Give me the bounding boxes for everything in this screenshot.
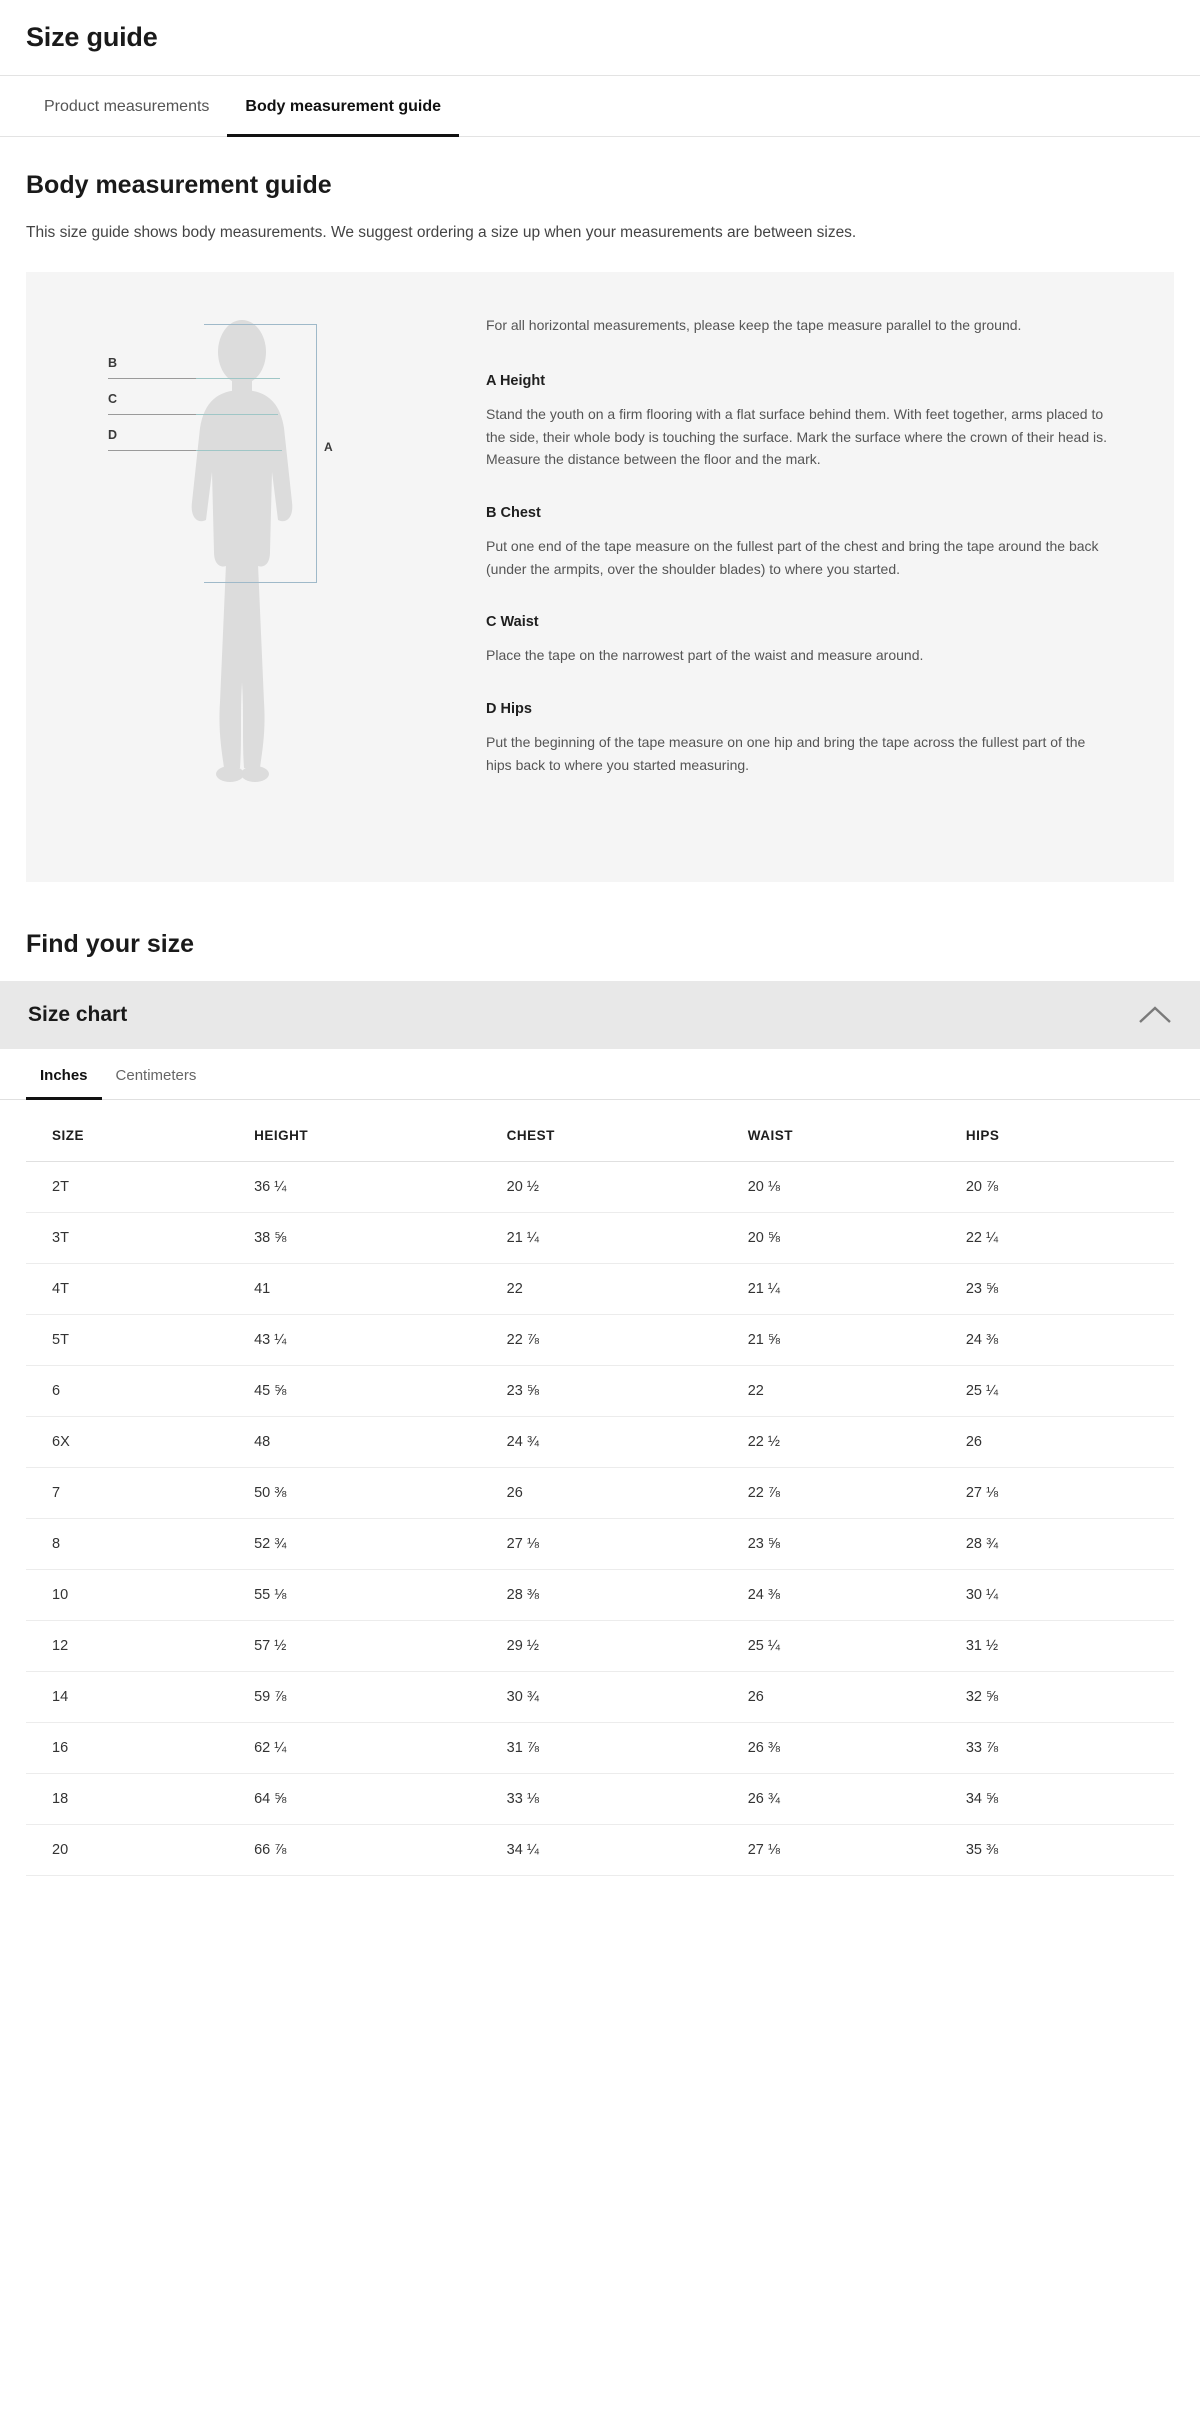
find-your-size-title: Find your size [26, 930, 195, 959]
cell-height: 66 ⅞ [244, 1825, 497, 1876]
instruction-height-title: A Height [486, 372, 546, 389]
cell-hips: 20 ⅞ [956, 1162, 1174, 1213]
instruction-chest [486, 505, 1114, 580]
cell-size: 14 [26, 1672, 244, 1723]
cell-height: 50 ⅜ [244, 1468, 497, 1519]
table-row [26, 1264, 1174, 1315]
cell-chest: 30 ¾ [497, 1672, 738, 1723]
chevron-up-icon[interactable] [1138, 1005, 1172, 1025]
cell-chest: 22 [497, 1264, 738, 1315]
measurement-figure [26, 302, 486, 842]
cell-size: 18 [26, 1774, 244, 1825]
instruction-waist [486, 614, 1114, 667]
cell-size: 10 [26, 1570, 244, 1621]
cell-hips: 27 ⅛ [956, 1468, 1174, 1519]
cell-chest: 33 ⅛ [497, 1774, 738, 1825]
cell-chest: 20 ½ [497, 1162, 738, 1213]
cell-size: 2T [26, 1162, 244, 1213]
cell-chest: 23 ⅝ [497, 1366, 738, 1417]
cell-height: 64 ⅝ [244, 1774, 497, 1825]
instruction-height [486, 373, 1114, 471]
cell-chest: 22 ⅞ [497, 1315, 738, 1366]
instruction-height-text: Stand the youth on a firm flooring with a flat surface behind them. With feet together, arms placed to the side, their whole body is touching the surface. Mark the surface where the crown of their head is. Measure the distance between the floor and the mark. [486, 405, 1107, 468]
table-row [26, 1417, 1174, 1468]
cell-size: 7 [26, 1468, 244, 1519]
column-header-size: SIZE [26, 1100, 244, 1162]
tab-inches[interactable]: Inches [26, 1049, 102, 1100]
cell-chest: 26 [497, 1468, 738, 1519]
cell-hips: 34 ⅝ [956, 1774, 1174, 1825]
cell-waist: 20 ⅝ [738, 1213, 956, 1264]
body-guide-title: Body measurement guide [26, 171, 332, 199]
tab-centimeters[interactable]: Centimeters [115, 1067, 197, 1085]
cell-hips: 28 ¾ [956, 1519, 1174, 1570]
cell-height: 36 ¼ [244, 1162, 497, 1213]
cell-size: 6X [26, 1417, 244, 1468]
cell-chest: 28 ⅜ [497, 1570, 738, 1621]
column-header-hips: HIPS [956, 1100, 1174, 1162]
table-row [26, 1213, 1174, 1264]
cell-waist: 23 ⅝ [738, 1519, 956, 1570]
cell-size: 16 [26, 1723, 244, 1774]
table-row [26, 1570, 1174, 1621]
cell-hips: 30 ¼ [956, 1570, 1174, 1621]
table-row [26, 1519, 1174, 1570]
cell-height: 55 ⅛ [244, 1570, 497, 1621]
cell-size: 12 [26, 1621, 244, 1672]
instructions-intro: For all horizontal measurements, please keep the tape measure parallel to the ground. [486, 317, 1022, 334]
instruction-hips [486, 701, 1114, 776]
page-header [0, 0, 1200, 76]
figure-label-b: B [108, 356, 118, 371]
figure-canvas [108, 302, 446, 842]
cell-chest: 29 ½ [497, 1621, 738, 1672]
cell-waist: 22 [738, 1366, 956, 1417]
cell-hips: 23 ⅝ [956, 1264, 1174, 1315]
cell-height: 57 ½ [244, 1621, 497, 1672]
table-row [26, 1315, 1174, 1366]
instruction-waist-text: Place the tape on the narrowest part of the waist and measure around. [486, 647, 924, 664]
table-row [26, 1366, 1174, 1417]
cell-hips: 33 ⅞ [956, 1723, 1174, 1774]
size-chart-title: Size chart [28, 1003, 128, 1027]
table-header-row [26, 1100, 1174, 1162]
tab-product-measurements[interactable]: Product measurements [44, 98, 210, 115]
column-header-waist: WAIST [738, 1100, 956, 1162]
body-guide-description: This size guide shows body measurements. We suggest ordering a size up when your measurements are between sizes. [26, 224, 857, 241]
cell-size: 5T [26, 1315, 244, 1366]
tab-body-measurement-guide[interactable]: Body measurement guide [227, 76, 459, 137]
table-row [26, 1468, 1174, 1519]
size-chart-table [26, 1100, 1174, 1876]
cell-size: 4T [26, 1264, 244, 1315]
table-row [26, 1774, 1174, 1825]
guide-tabs [0, 76, 1200, 137]
figure-label-a: A [324, 440, 333, 455]
cell-height: 52 ¾ [244, 1519, 497, 1570]
page-title: Size guide [26, 22, 158, 52]
table-row [26, 1162, 1174, 1213]
cell-size: 3T [26, 1213, 244, 1264]
cell-height: 43 ¼ [244, 1315, 497, 1366]
table-row [26, 1825, 1174, 1876]
cell-hips: 32 ⅝ [956, 1672, 1174, 1723]
cell-size: 8 [26, 1519, 244, 1570]
cell-chest: 21 ¼ [497, 1213, 738, 1264]
table-row [26, 1621, 1174, 1672]
cell-hips: 26 [956, 1417, 1174, 1468]
column-header-chest: CHEST [497, 1100, 738, 1162]
cell-hips: 31 ½ [956, 1621, 1174, 1672]
cell-waist: 26 [738, 1672, 956, 1723]
column-header-height: HEIGHT [244, 1100, 497, 1162]
figure-label-d: D [108, 428, 118, 443]
body-silhouette-icon [126, 302, 446, 842]
cell-waist: 22 ½ [738, 1417, 956, 1468]
cell-height: 48 [244, 1417, 497, 1468]
cell-waist: 21 ¼ [738, 1264, 956, 1315]
size-chart-card [0, 981, 1200, 1876]
instruction-waist-title: C Waist [486, 614, 539, 631]
cell-chest: 27 ⅛ [497, 1519, 738, 1570]
cell-chest: 31 ⅞ [497, 1723, 738, 1774]
cell-chest: 24 ¾ [497, 1417, 738, 1468]
cell-height: 38 ⅝ [244, 1213, 497, 1264]
body-guide-panel [26, 272, 1174, 882]
instruction-chest-title: B Chest [486, 504, 541, 521]
cell-hips: 22 ¼ [956, 1213, 1174, 1264]
figure-label-c: C [108, 392, 118, 407]
cell-chest: 34 ¼ [497, 1825, 738, 1876]
cell-waist: 20 ⅛ [738, 1162, 956, 1213]
size-chart-header[interactable] [0, 981, 1200, 1049]
cell-hips: 25 ¼ [956, 1366, 1174, 1417]
cell-size: 20 [26, 1825, 244, 1876]
instruction-hips-text: Put the beginning of the tape measure on one hip and bring the tape across the fullest part of the hips back to where you started measuring. [486, 733, 1086, 773]
cell-hips: 35 ⅜ [956, 1825, 1174, 1876]
cell-waist: 26 ⅜ [738, 1723, 956, 1774]
table-row [26, 1723, 1174, 1774]
cell-waist: 26 ¾ [738, 1774, 956, 1825]
cell-height: 59 ⅞ [244, 1672, 497, 1723]
cell-height: 41 [244, 1264, 497, 1315]
cell-waist: 25 ¼ [738, 1621, 956, 1672]
cell-height: 62 ¼ [244, 1723, 497, 1774]
cell-waist: 21 ⅝ [738, 1315, 956, 1366]
instruction-chest-text: Put one end of the tape measure on the fullest part of the chest and bring the tape around the back (under the armpits, over the shoulder blades) to where you started. [486, 537, 1099, 577]
instruction-hips-title: D Hips [486, 700, 532, 717]
cell-hips: 24 ⅜ [956, 1315, 1174, 1366]
cell-waist: 22 ⅞ [738, 1468, 956, 1519]
cell-waist: 24 ⅜ [738, 1570, 956, 1621]
unit-tabs [0, 1049, 1200, 1100]
body-guide-section [0, 171, 1200, 959]
table-row [26, 1672, 1174, 1723]
cell-height: 45 ⅝ [244, 1366, 497, 1417]
cell-waist: 27 ⅛ [738, 1825, 956, 1876]
cell-size: 6 [26, 1366, 244, 1417]
measurement-instructions [486, 302, 1174, 842]
size-table-wrap [0, 1100, 1200, 1876]
